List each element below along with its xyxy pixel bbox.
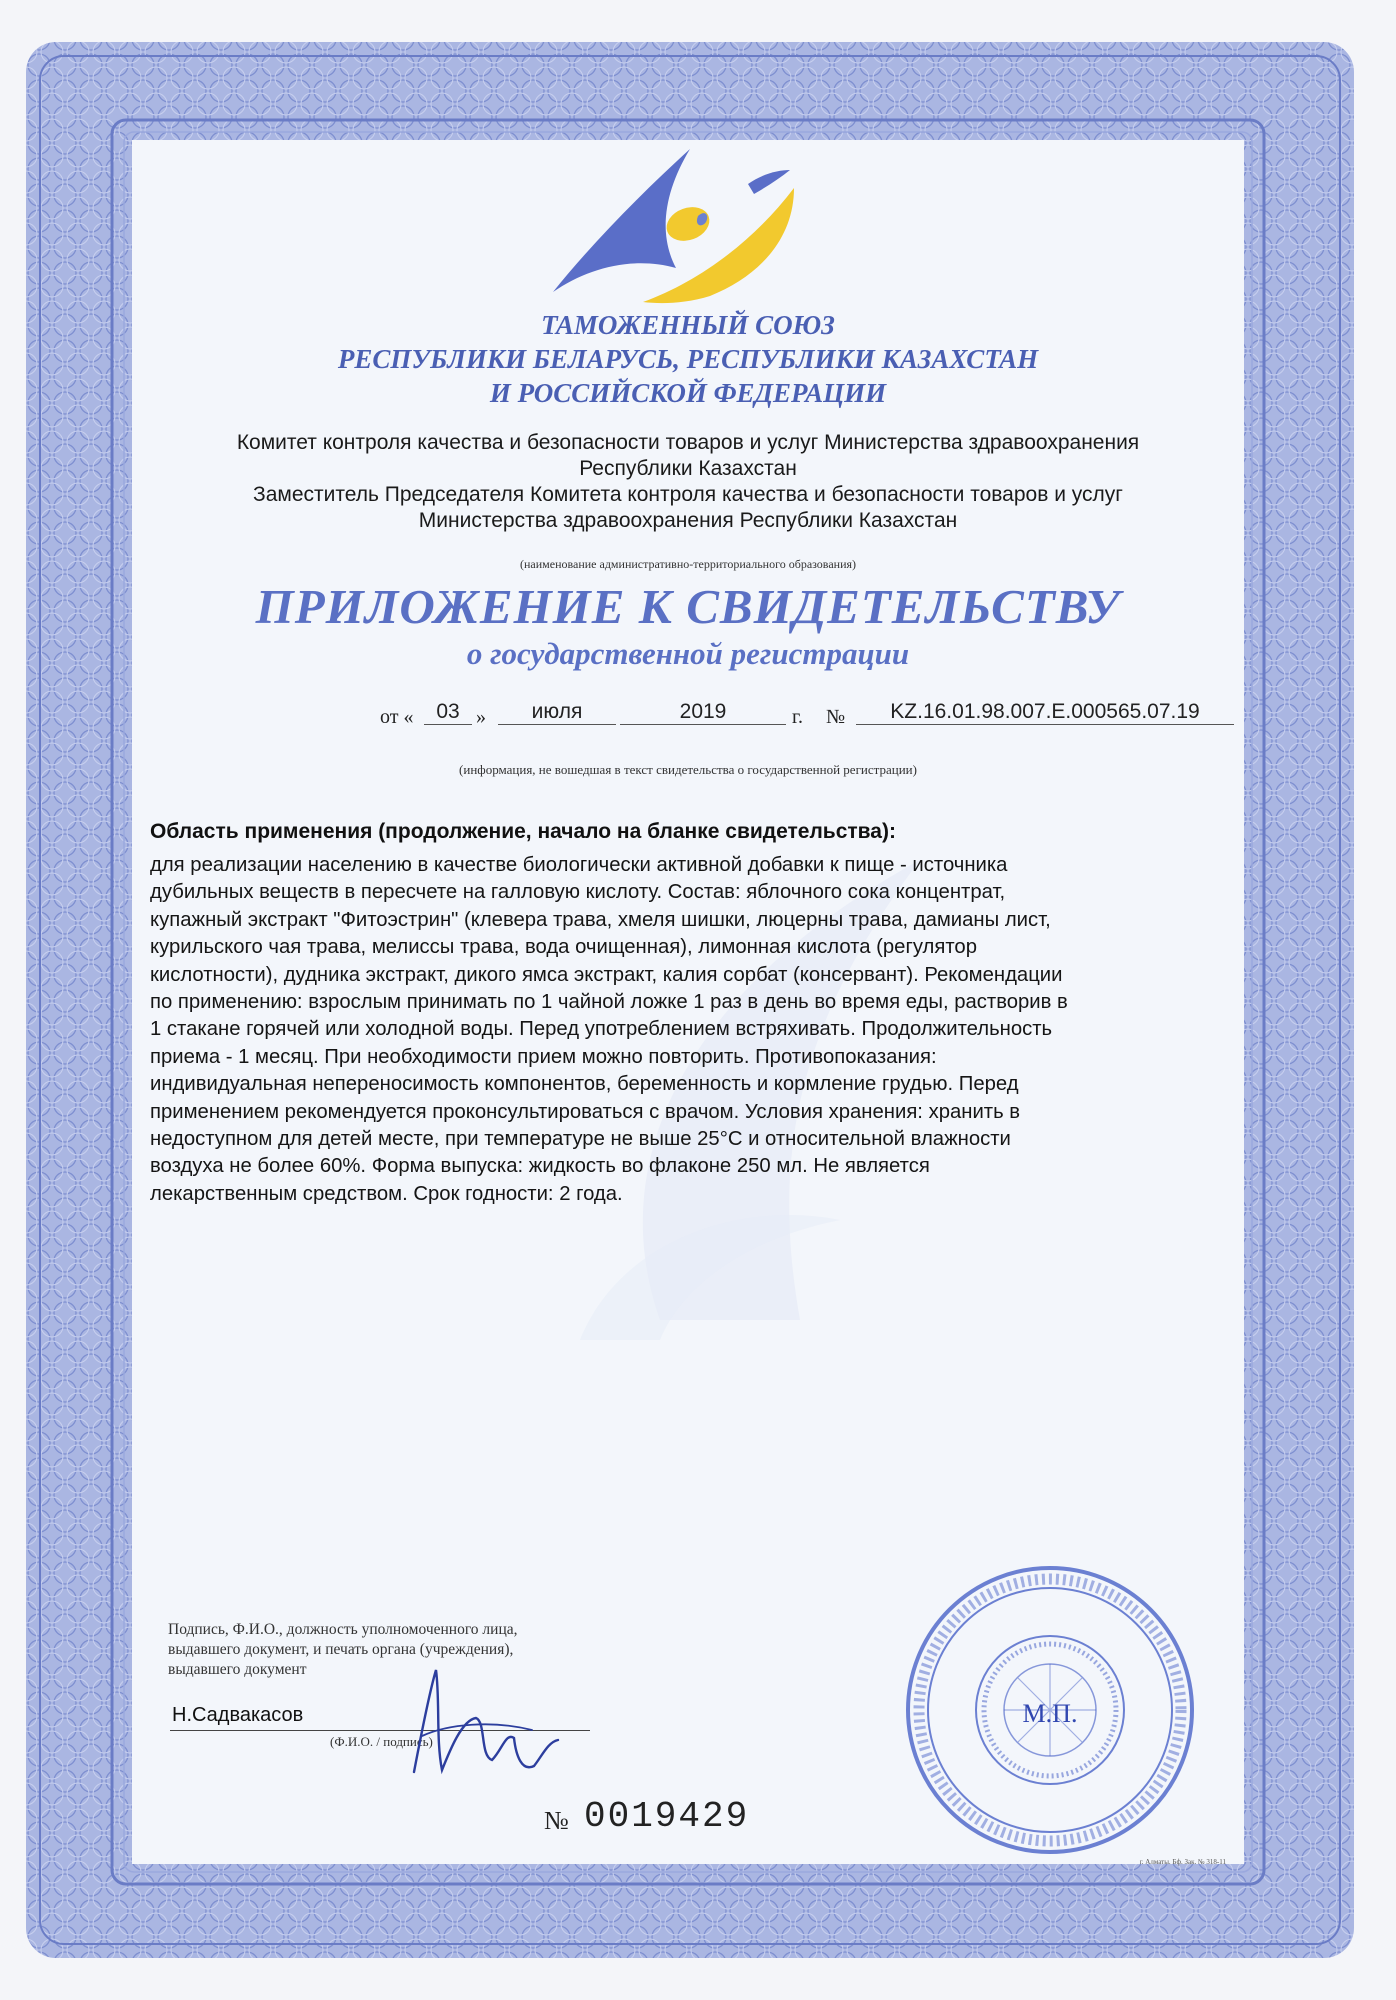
scope-text — [150, 852, 1240, 1208]
scope-line: дубильных веществ в пересчете на галловую кислоту. Состав: яблочного сока концентрат, — [150, 881, 1006, 904]
signature-label-line: выдавшего документ, и печать органа (учреждения), — [168, 1641, 514, 1658]
scope-line: 1 стакане горячей или холодной воды. Перед употреблением встряхивать. Продолжительность — [150, 1018, 1053, 1041]
deputy-line1: Заместитель Председателя Комитета контроля качества и безопасности товаров и услуг — [253, 483, 1123, 506]
info-note: (информация, не вошедшая в текст свидетельства о государственной регистрации) — [459, 762, 917, 777]
union-title-line1: ТАМОЖЕННЫЙ СОЮЗ — [541, 310, 835, 340]
union-title-line2: РЕСПУБЛИКИ БЕЛАРУСЬ, РЕСПУБЛИКИ КАЗАХСТАН — [337, 344, 1039, 374]
serial-prefix: № — [544, 1806, 569, 1835]
printer-note: г. Алматы. Бф. Зак. № 318-11 — [1139, 1858, 1226, 1866]
document-title: ПРИЛОЖЕНИЕ К СВИДЕТЕЛЬСТВУ — [255, 579, 1121, 634]
handwritten-signature — [392, 1660, 572, 1790]
committee-line2: Республики Казахстан — [579, 457, 797, 480]
registration-number: KZ.16.01.98.007.E.000565.07.19 — [856, 700, 1234, 725]
document-subtitle: о государственной регистрации — [466, 636, 910, 671]
scope-line: курильского чая трава, мелиссы трава, вода очищенная), лимонная кислота (регулятор — [150, 936, 977, 959]
scope-heading: Область применения (продолжение, начало на бланке свидетельства): — [150, 820, 896, 843]
customs-union-logo — [548, 144, 798, 304]
number-label: № — [826, 706, 846, 728]
signature-label-line: выдавшего документ — [168, 1661, 307, 1678]
signer-name: Н.Садвакасов — [172, 1704, 304, 1726]
scope-line: по применению: взрослым принимать по 1 чайной ложке 1 раз в день во время еды, растворив в — [150, 991, 1068, 1014]
scope-line: для реализации населению в качестве биологически активной добавки к пище - источника — [150, 854, 1008, 876]
date-year: 2019 — [620, 700, 786, 725]
scope-line: купажный экстракт "Фитоэстрин" (клевера трава, хмеля шишки, люцерны трава, дамианы лист, — [150, 908, 1051, 931]
scope-line: кислотности), дудника экстракт, дикого ямса экстракт, калия сорбат (консервант). Рекомендации — [150, 963, 1063, 986]
admin-note: (наименование административно-территориального образования) — [519, 557, 857, 571]
scope-line: недоступном для детей месте, при температуре не выше 25°С и относительной влажности — [150, 1128, 1011, 1151]
committee-line1: Комитет контроля качества и безопасности товаров и услуг Министерства здравоохранения — [236, 431, 1140, 454]
date-prefix: от « — [380, 706, 414, 728]
signature-label-line: Подпись, Ф.И.О., должность уполномоченного лица, — [168, 1621, 518, 1638]
stamp-text: М.П. — [1022, 1699, 1078, 1728]
deputy-line2: Министерства здравоохранения Республики Казахстан — [418, 509, 958, 532]
scope-line: лекарственным средством. Срок годности: 2 года. — [150, 1182, 623, 1205]
date-year-suffix: г. — [792, 706, 803, 728]
scope-line: приема - 1 месяц. При необходимости прием можно повторить. Противопоказания: — [150, 1045, 937, 1068]
serial-number: 0019429 — [584, 1796, 750, 1837]
official-stamp — [900, 1560, 1200, 1860]
fio-label: (Ф.И.О. / подпись) — [330, 1734, 433, 1749]
union-title-line3: И РОССИЙСКОЙ ФЕДЕРАЦИИ — [489, 378, 887, 408]
date-day: 03 — [424, 700, 472, 725]
scope-line: воздуха не более 60%. Форма выпуска: жидкость во флаконе 250 мл. Не является — [150, 1155, 930, 1178]
scope-line: применением рекомендуется проконсультироваться с врачом. Условия хранения: хранить в — [150, 1100, 1021, 1123]
date-day-close: » — [476, 706, 486, 728]
scope-line: индивидуальная непереносимость компонентов, беременность и кормление грудью. Перед — [150, 1073, 1019, 1096]
date-month: июля — [498, 700, 616, 725]
